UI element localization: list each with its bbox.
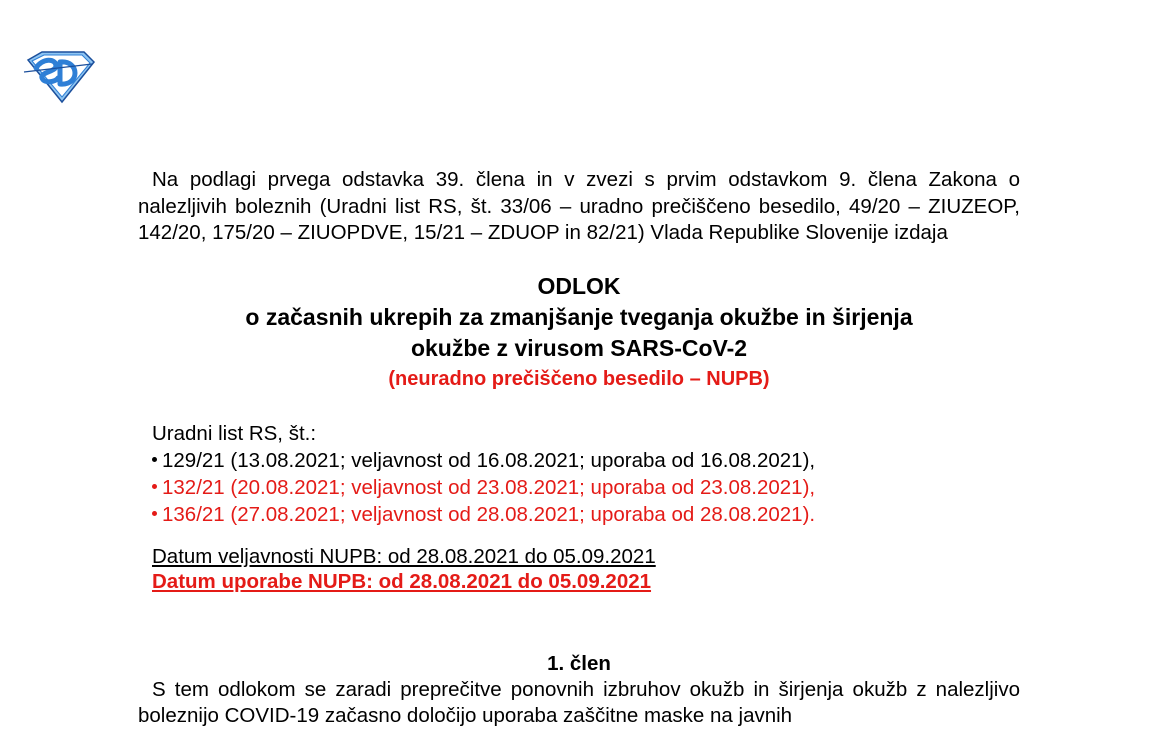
document-logo — [22, 48, 96, 104]
title-subtitle: (neuradno prečiščeno besedilo – NUPB) — [388, 367, 770, 390]
validity-date: Datum veljavnosti NUPB: od 28.08.2021 do 05.09.2021 — [152, 544, 656, 568]
gazette-entry — [152, 474, 1020, 501]
shield-logo-icon — [22, 48, 96, 104]
title-line-2: o začasnih ukrepih za zmanjšanje tveganja okužbe in širjenja — [245, 303, 913, 330]
bullet-icon — [152, 457, 157, 462]
nupb-dates — [138, 544, 1020, 594]
bullet-icon — [152, 511, 157, 516]
document-title — [138, 271, 1020, 394]
gazette-entry — [152, 501, 1020, 528]
gazette-entry — [152, 447, 1020, 474]
gazette-list — [138, 420, 1020, 528]
application-date: Datum uporabe NUPB: od 28.08.2021 do 05.09.2021 — [152, 569, 652, 593]
preamble-paragraph: Na podlagi prvega odstavka 39. člena in v zvezi s prvim odstavkom 9. člena Zakona o nalezljivih boleznih (Uradni list RS, št. 33/06 – uradno prečiščeno besedilo, 49/20 – ZIUZEOP, 142/20, 175/20 – ZIUOPDVE, 15/21 – ZDUOP in 82/21) Vlada Republike Slovenije izdaja — [138, 168, 1020, 244]
gazette-entry-text: 136/21 (27.08.2021; veljavnost od 28.08.2021; uporaba od 28.08.2021). — [162, 502, 816, 526]
title-main: ODLOK — [537, 272, 621, 299]
article-body: S tem odlokom se zaradi preprečitve ponovnih izbruhov okužb in širjenja okužb z nalezljivo boleznijo COVID-19 začasno določijo uporaba zaščitne maske na javnih — [138, 677, 1020, 727]
title-line-3: okužbe z virusom SARS-CoV-2 — [410, 334, 748, 361]
bullet-icon — [152, 484, 157, 489]
article-heading: 1. člen — [547, 651, 611, 675]
gazette-entry-text: 132/21 (20.08.2021; veljavnost od 23.08.2021; uporaba od 23.08.2021), — [162, 475, 816, 499]
gazette-entry-text: 129/21 (13.08.2021; veljavnost od 16.08.2021; uporaba od 16.08.2021), — [162, 448, 816, 472]
document-content — [138, 167, 1020, 730]
gazette-heading: Uradni list RS, št.: — [152, 421, 317, 445]
